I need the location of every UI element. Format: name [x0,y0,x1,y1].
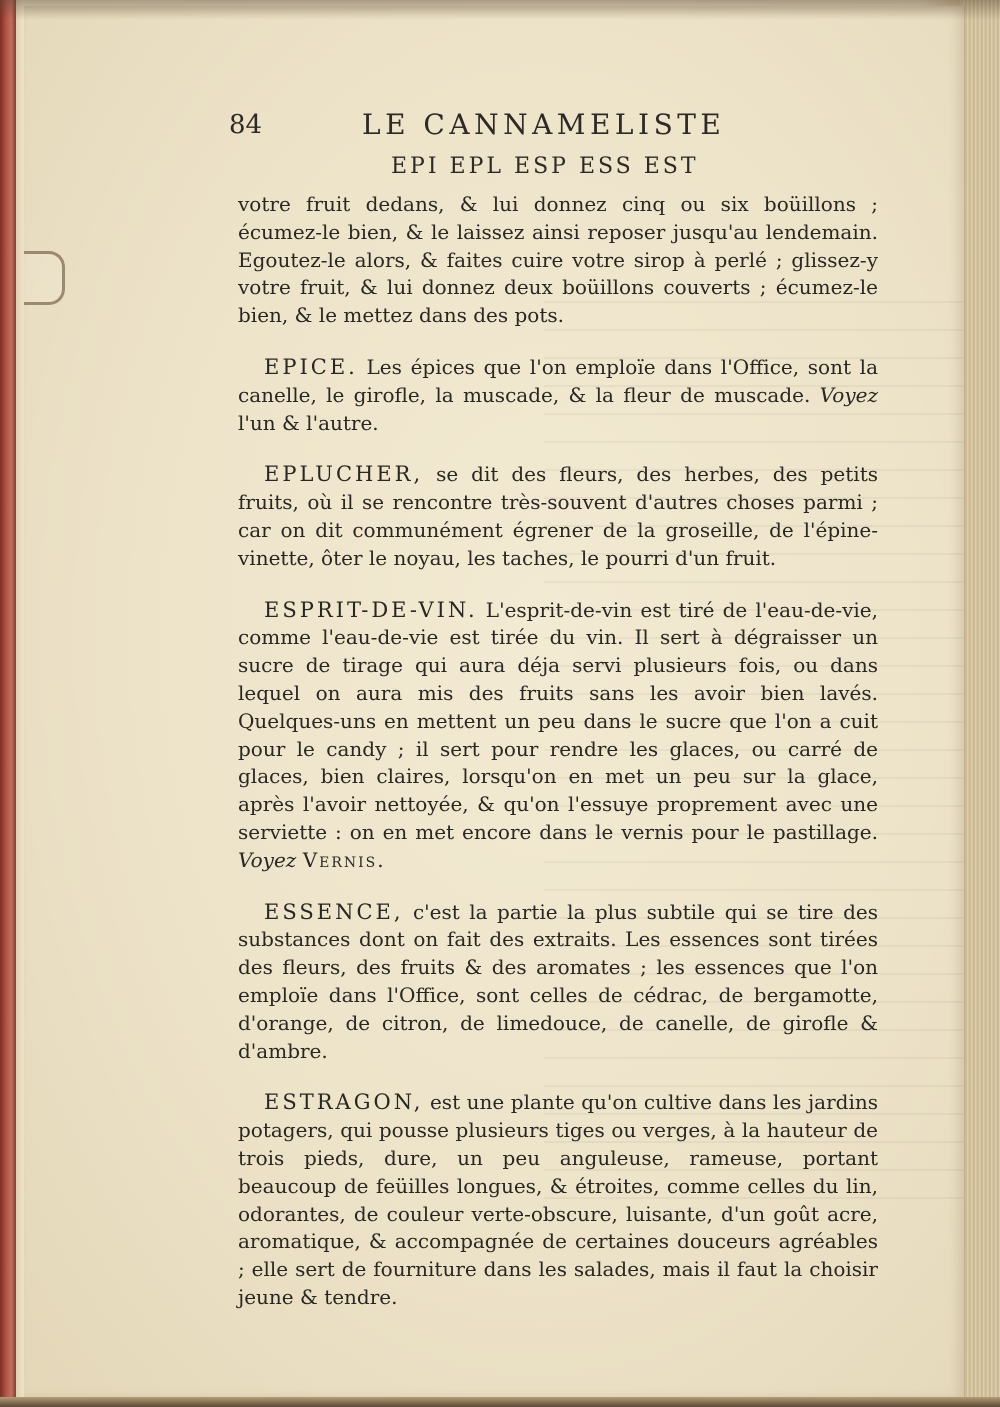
see-label: Voyez [819,382,878,407]
page-clip-icon [24,251,65,305]
entry-esprit-de-vin [238,597,878,875]
book-page [24,6,965,1398]
continued-entry [238,191,878,330]
page-body [238,191,878,1312]
see-label: Voyez [238,847,297,872]
entry-text: est une plante qu'on cultive dans les jardins potagers, qui pousse plusieurs tiges ou verges, à la hauteur de trois pieds, dure, un peu anguleuse, rameuse, portant beaucoup de feüilles longues, & étroites, comme celles du lin, odorantes, de couleur verte-obscure, luisante, d'un goût acre, aromatique, & accompagnée de certaines douceurs agréables ; elle sert de fourniture dans les salades, mais il faut la choisir jeune & tendre. [238,1090,878,1309]
entry-estragon [238,1089,878,1311]
page-header [229,106,769,150]
book-bottom-edge [0,1397,1000,1407]
headword: EPICE. [264,354,358,379]
entry-eplucher [238,461,878,572]
entry-essence [238,899,878,1066]
entry-text: votre fruit dedans, & lui donnez cinq ou six boüillons ; écumez-le bien, & le laissez ainsi reposer jusqu'au lendemain. Egoutez-le alors, & faites cuire votre sirop à perlé ; glissez-y votre fruit, & lui donnez deux boüillons couverts ; écumez-le bien, & le mettez dans des pots. [238,192,878,328]
entry-text: c'est la partie la plus subtile qui se tire des substances dont on fait des extraits. Les essences sont tirées des fleurs, des fruits & des aromates ; les essences que l'on emploïe dans l'Office, sont celles de cédrac, de bergamotte, d'orange, de citron, de limedouce, de canelle, de girofle & d'ambre. [238,899,879,1063]
headword: EPLUCHER, [264,462,424,487]
page-number: 84 [229,110,263,140]
page-stack-edge [960,0,1000,1407]
see-reference: Vernis. [302,847,386,872]
entry-text: L'esprit-de-vin est tiré de l'eau-de-vie, comme l'eau-de-vie est tirée du vin. Il sert à dégraisser un sucre de tirage qui aura déja servi plusieurs fois, ou dans lequel on aura mis des fruits sans les avoir bien lavés. Quelques-uns en mettent un peu dans le sucre que l'on a cuit pour le candy ; il sert pour rendre les glaces, ou carré de glaces, bien claires, lorsqu'on en met un peu sur la glace, après l'avoir nettoyée, & qu'on l'essuye proprement avec une serviette : on en met encore dans le vernis pour le pastillage. [238,597,878,844]
section-letters: EPI EPL ESP ESS EST [391,154,699,179]
entry-text: se dit des fleurs, des herbes, des petits fruits, où il se rencontre très-souvent d'autres choses parmi ; car on dit communément égrener de la groseille, de l'épine-vinette, ôter le noyau, les taches, le pourri d'un fruit. [238,462,879,570]
running-head: LE CANNAMELISTE [362,108,726,141]
entry-text: Les épices que l'on emploïe dans l'Office, sont la canelle, le girofle, la muscade, & la fleur de muscade. [238,354,879,407]
entry-epice [238,354,878,437]
headword: ESTRAGON, [264,1090,424,1115]
headword: ESSENCE, [264,899,404,924]
see-text: l'un & l'autre. [238,410,379,435]
ribbon-marker [0,0,16,1407]
top-shadow [0,0,1000,20]
headword: ESPRIT-DE-VIN. [264,597,478,622]
